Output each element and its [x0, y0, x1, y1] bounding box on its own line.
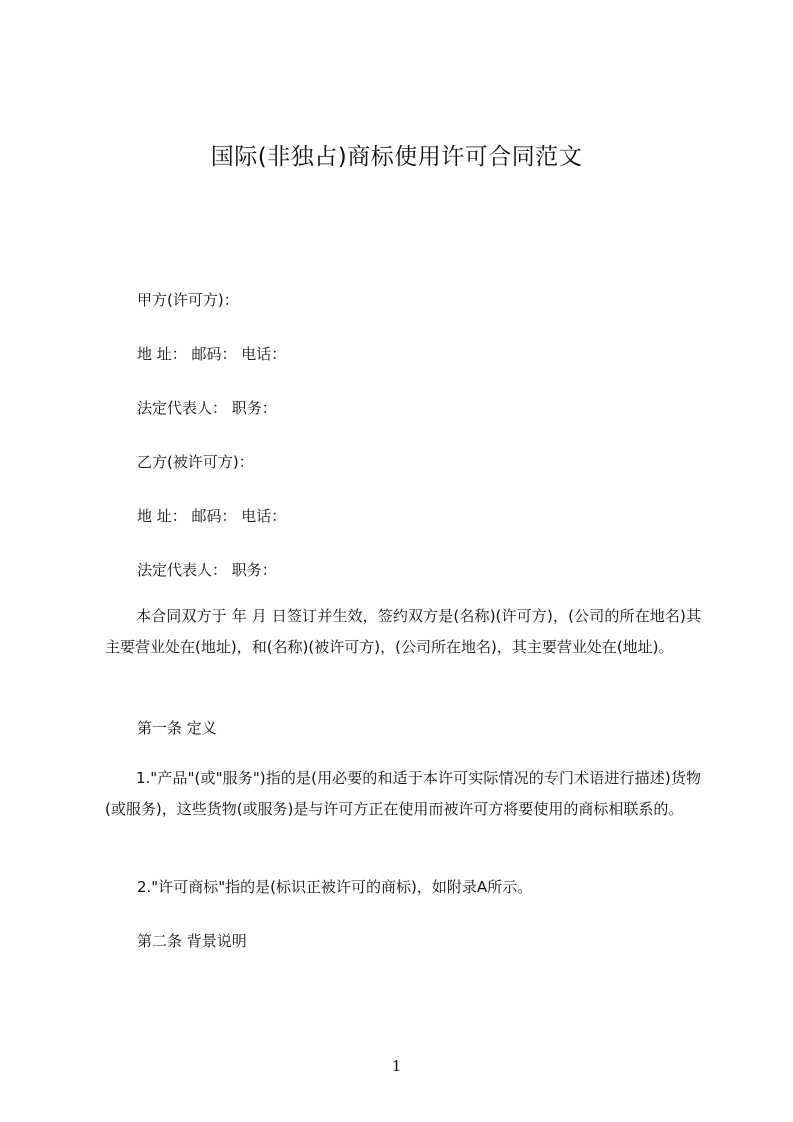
party-b-heading: 乙方(被许可方)：: [137, 453, 254, 471]
page-number: 1: [391, 1057, 402, 1075]
preamble-paragraph: 本合同双方于 年 月 日签订并生效，签约双方是(名称)(许可方)，(公司的所在地名)其主要营业处在(地址)，和(名称)(被许可方)，(公司所在地名)，其主要营业处在(地址)。: [105, 607, 701, 656]
party-a-representative: 法定代表人： 职务：: [137, 399, 277, 417]
article-1-clause-1: 1."产品"(或"服务")指的是(用必要的和适于本许可实际情况的专门术语进行描述)货物(或服务)，这些货物(或服务)是与许可方正在使用而被许可方将要使用的商标相联系的。: [105, 769, 701, 818]
party-b-contact: 地 址： 邮码： 电话：: [137, 507, 287, 525]
party-a-heading: 甲方(许可方)：: [137, 291, 239, 309]
article-2-heading: 第二条 背景说明: [137, 932, 247, 950]
article-1-clause-2: 2."许可商标"指的是(标识正被许可的商标)，如附录A所示。: [137, 878, 533, 896]
document-title: 国际(非独占)商标使用许可合同范文: [210, 144, 583, 170]
article-1-heading: 第一条 定义: [137, 719, 217, 737]
party-b-representative: 法定代表人： 职务：: [137, 561, 277, 579]
party-a-contact: 地 址： 邮码： 电话：: [137, 345, 287, 363]
